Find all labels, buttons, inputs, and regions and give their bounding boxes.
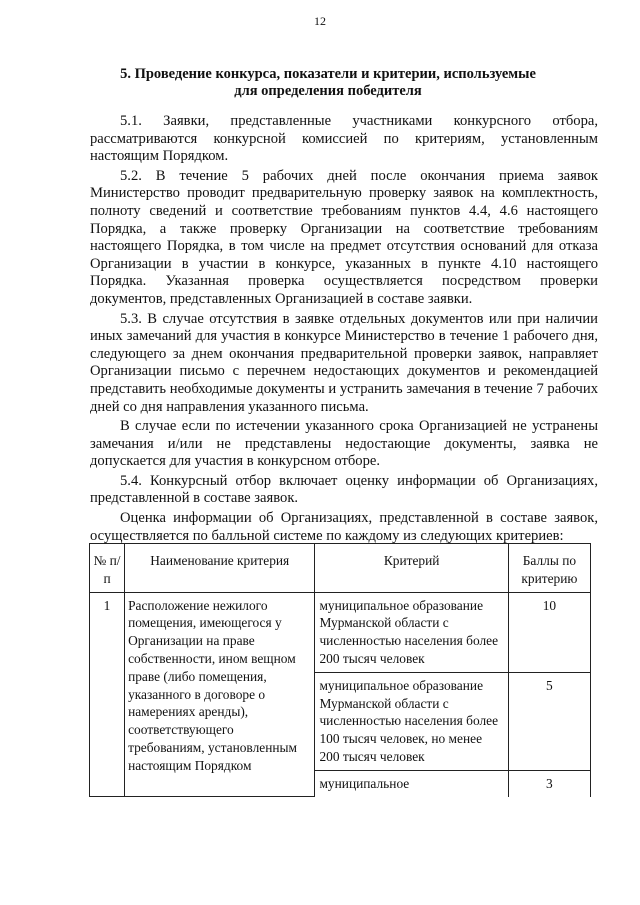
page-number: 12 [314,14,326,28]
section-heading-line-1: 5. Проведение конкурса, показатели и критерии, используемые [120,66,536,82]
table-row [90,592,591,672]
paragraph-5-4: 5.4. Конкурсный отбор включает оценку информации об Организациях, представленной в составе заявок. [90,472,598,507]
criterion-score: 3 [508,770,590,796]
paragraph-5-1: 5.1. Заявки, представленные участниками конкурсного отбора, рассматриваются конкурсной комиссией по критериям, установленным настоящим Порядком. [90,113,598,165]
paragraph-5-3: 5.3. В случае отсутствия в заявке отдельных документов или при наличии иных замечаний для участия в конкурсе Министерство в течение 1 рабочего дня, следующего за днем окончания предварительной проверки заявок, направляет Организации письмо с перечнем недостающих документов и рекомендацией представить необходимые документы и устранить замечания в течение 7 рабочих дней со дня направления указанного письма. [90,310,598,415]
header-criterion: Критерий [315,544,508,593]
header-score: Баллы по критерию [508,544,590,593]
criterion-option: муниципальное [315,770,508,796]
header-number: № п/п [90,544,125,593]
criterion-option: муниципальное образование Мурманской области с численностью населения более 200 тысяч человек [315,592,508,672]
criterion-name: Расположение нежилого помещения, имеющегося у Организации на праве собственности, ином вещном праве (либо помещения, указанного в договоре о намерениях аренды), соответствующего требованиям, установленным настоящим Порядком [125,592,315,796]
section-heading [90,66,566,100]
paragraph-5-4-scoring: Оценка информации об Организациях, представленной в составе заявок, осуществляется по балльной системе по каждому из следующих критериев: [90,510,598,544]
criterion-score: 10 [508,592,590,672]
criteria-table [89,543,591,797]
table-header-row [90,544,591,593]
section-body [90,113,598,545]
header-criterion-name: Наименование критерия [125,544,315,593]
row-number: 1 [90,592,125,796]
section-heading-line-2: для определения победителя [234,83,422,99]
paragraph-5-2: 5.2. В течение 5 рабочих дней после окончания приема заявок Министерство проводит предварительную проверку заявок на комплектность, полноту сведений и соответствие требованиям пунктов 4.4, 4.6 настоящего Порядка, а также проверку Организации на соответствие требованиям настоящего Порядка, в том числе на предмет отсутствия оснований для отказа Организации в участии в конкурсе, указанных в пункте 4.10 настоящего Порядка. Указанная проверка осуществляется посредством проверки документов, представленных Организацией в составе заявки. [90,167,598,307]
criterion-option: муниципальное образование Мурманской области с численностью населения более 100 тысяч человек, но менее 200 тысяч человек [315,672,508,770]
paragraph-5-3-note: В случае если по истечении указанного срока Организацией не устранены замечания и/или не представлены недостающие документы, заявка не допускается для участия в конкурсном отборе. [90,418,598,470]
criterion-score: 5 [508,672,590,770]
